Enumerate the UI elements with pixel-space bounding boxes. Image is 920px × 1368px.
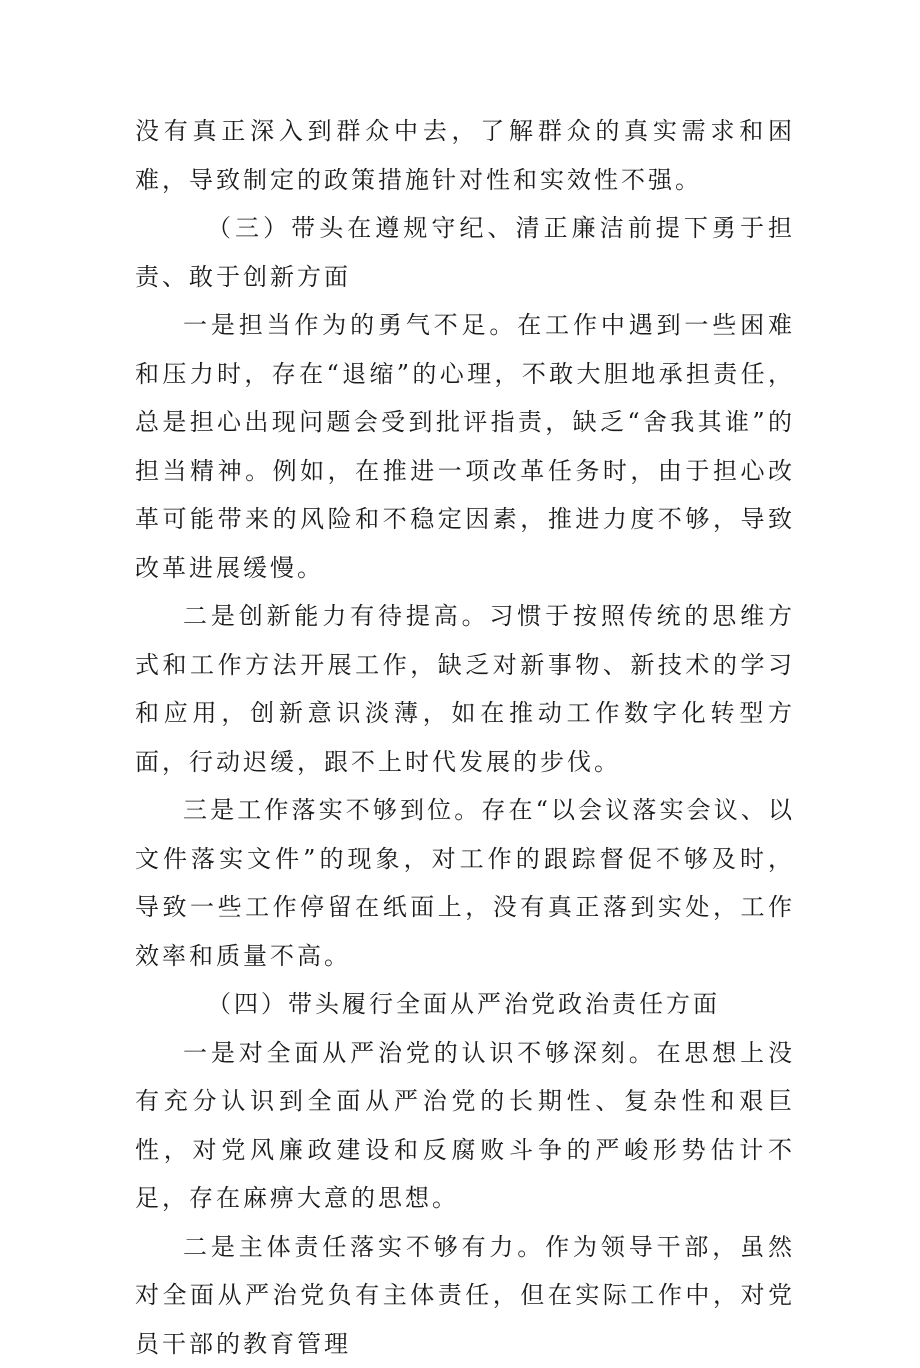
document-body — [135, 107, 795, 1368]
paragraph-responsibility: 二是主体责任落实不够有力。作为领导干部，虽然对全面从严治党负有主体责任，但在实际工作中，对党员干部的教育管理 — [135, 1223, 795, 1368]
section-heading-four: （四）带头履行全面从严治党政治责任方面 — [135, 980, 795, 1029]
paragraph-implementation: 三是工作落实不够到位。存在“以会议落实会议、以文件落实文件”的现象，对工作的跟踪督促不够及时，导致一些工作停留在纸面上，没有真正落到实处，工作效率和质量不高。 — [135, 786, 795, 980]
paragraph-continuation: 没有真正深入到群众中去，了解群众的真实需求和困难，导致制定的政策措施针对性和实效性不强。 — [135, 107, 795, 204]
section-heading-three: （三）带头在遵规守纪、清正廉洁前提下勇于担责、敢于创新方面 — [135, 204, 795, 301]
paragraph-understanding: 一是对全面从严治党的认识不够深刻。在思想上没有充分认识到全面从严治党的长期性、复杂性和艰巨性，对党风廉政建设和反腐败斗争的严峻形势估计不足，存在麻痹大意的思想。 — [135, 1029, 795, 1223]
paragraph-courage: 一是担当作为的勇气不足。在工作中遇到一些困难和压力时，存在“退缩”的心理，不敢大胆地承担责任，总是担心出现问题会受到批评指责，缺乏“舍我其谁”的担当精神。例如，在推进一项改革任务时，由于担心改革可能带来的风险和不稳定因素，推进力度不够，导致改革进展缓慢。 — [135, 301, 795, 592]
paragraph-innovation: 二是创新能力有待提高。习惯于按照传统的思维方式和工作方法开展工作，缺乏对新事物、新技术的学习和应用，创新意识淡薄，如在推动工作数字化转型方面，行动迟缓，跟不上时代发展的步伐。 — [135, 592, 795, 786]
